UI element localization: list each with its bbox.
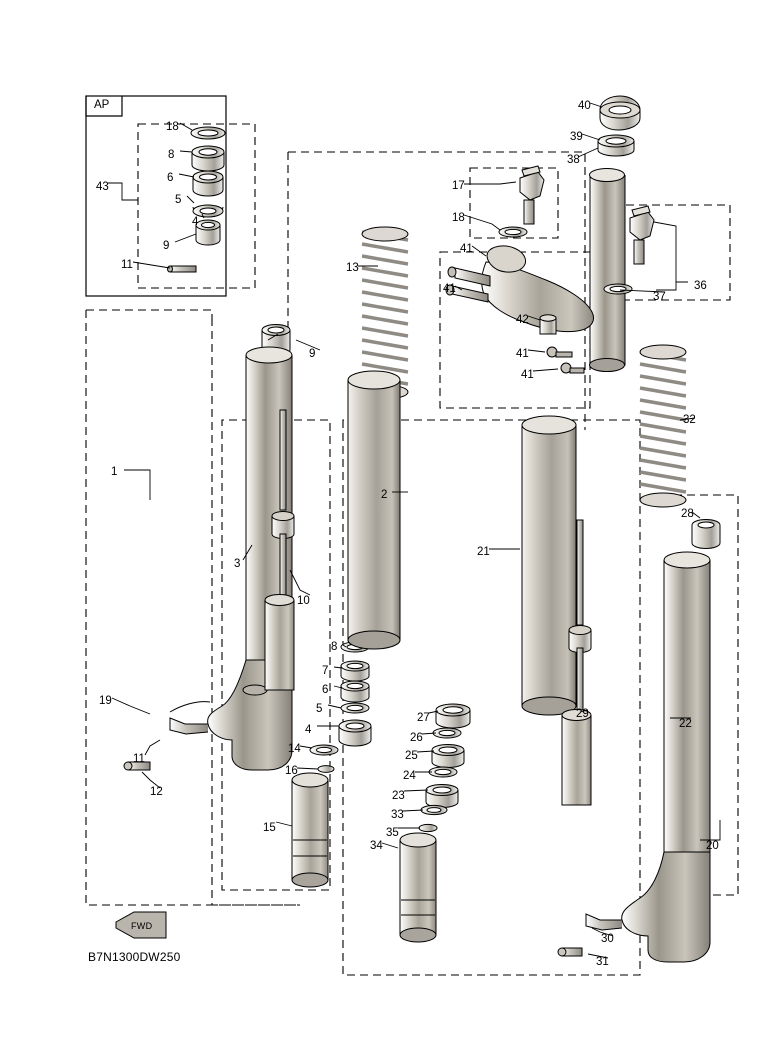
callout-11-ap: 11 [121, 259, 133, 271]
callout-35: 35 [386, 827, 399, 839]
ap-box-label: AP [94, 99, 110, 111]
callout-9: 9 [309, 348, 316, 360]
callout-11: 11 [133, 753, 145, 765]
callout-27: 27 [417, 712, 430, 724]
callout-12: 12 [150, 786, 163, 798]
callout-14: 14 [288, 743, 301, 755]
left-fork-assembly [124, 325, 292, 771]
callout-25: 25 [405, 750, 418, 762]
callout-31: 31 [596, 956, 609, 968]
callout-34: 34 [370, 840, 383, 852]
steering-stem-38 [590, 169, 626, 372]
part-code-label: B7N1300DW250 [88, 950, 181, 964]
callout-15: 15 [263, 822, 276, 834]
callout-4: 4 [305, 724, 312, 736]
callout-8: 8 [331, 641, 338, 653]
callout-9-ap: 9 [163, 240, 170, 252]
callout-17: 17 [452, 180, 465, 192]
callout-18: 18 [452, 212, 465, 224]
callout-6: 6 [322, 684, 329, 696]
callout-10: 10 [297, 595, 310, 607]
spring-32 [640, 345, 686, 507]
callout-5-ap: 5 [175, 194, 182, 206]
callout-41-a: 41 [460, 243, 473, 255]
callout-2: 2 [381, 489, 388, 501]
callout-13: 13 [346, 262, 359, 274]
callout-28: 28 [681, 508, 694, 520]
callout-43: 43 [96, 181, 109, 193]
callout-20: 20 [706, 840, 719, 852]
callout-41-b: 41 [443, 283, 456, 295]
callout-6-ap: 6 [167, 172, 174, 184]
callout-3: 3 [234, 558, 241, 570]
callout-5: 5 [316, 703, 323, 715]
callout-30: 30 [601, 933, 614, 945]
callout-4-ap: 4 [192, 216, 199, 228]
stem-cap-parts [598, 96, 640, 156]
callout-32: 32 [683, 414, 696, 426]
callout-1: 1 [111, 466, 118, 478]
callout-40: 40 [578, 100, 591, 112]
callout-21: 21 [477, 546, 490, 558]
callout-23: 23 [392, 790, 405, 802]
callout-26: 26 [410, 732, 423, 744]
callout-18-ap: 18 [166, 121, 179, 133]
callout-42: 42 [516, 314, 529, 326]
callout-36: 36 [694, 280, 707, 292]
callout-19: 19 [99, 695, 112, 707]
small-rings-left [310, 745, 338, 772]
callout-16: 16 [285, 765, 298, 777]
callout-38: 38 [567, 154, 580, 166]
ring-stack-center [339, 642, 371, 746]
callout-8-ap: 8 [168, 149, 175, 161]
bolt-17-18 [499, 166, 544, 237]
tube-15 [292, 773, 328, 887]
inner-tube-2 [348, 371, 400, 649]
callout-24: 24 [403, 770, 416, 782]
callout-7: 7 [322, 665, 329, 677]
callout-29: 29 [576, 708, 589, 720]
inner-tube-21 [522, 416, 576, 715]
callout-41-d: 41 [521, 369, 534, 381]
fwd-label: FWD [131, 921, 153, 931]
callout-41-c: 41 [516, 348, 529, 360]
tube-34 [400, 833, 436, 942]
callout-39: 39 [570, 131, 583, 143]
callout-22: 22 [679, 718, 692, 730]
callout-33: 33 [391, 809, 404, 821]
callout-37: 37 [653, 291, 666, 303]
